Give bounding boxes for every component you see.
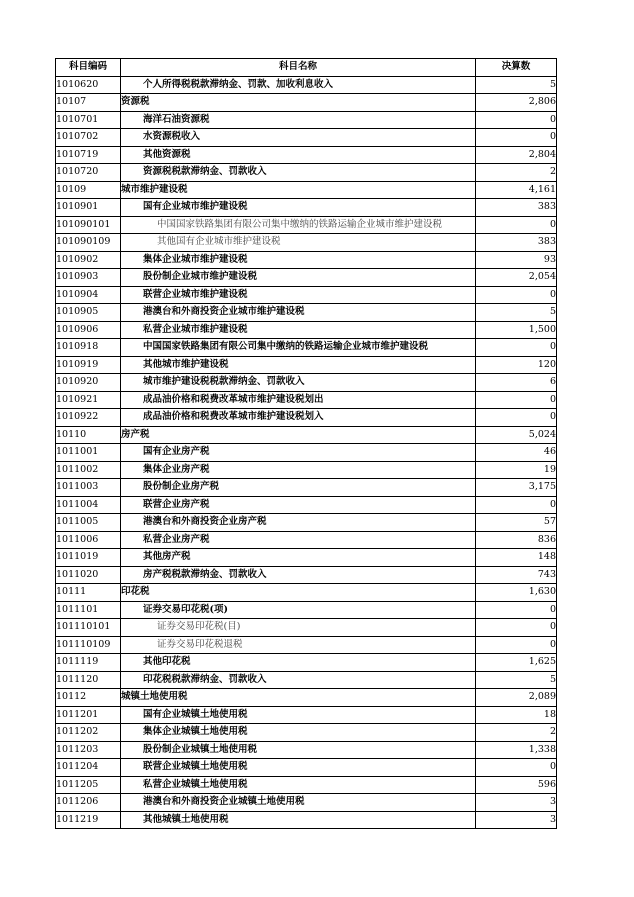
row-amount: 148 [476,549,557,567]
row-name: 证券交易印花税退税 [121,636,476,654]
row-amount: 2,089 [476,689,557,707]
row-name: 成品油价格和税费改革城市维护建设税划出 [121,391,476,409]
row-amount: 3 [476,794,557,812]
row-code: 101110101 [56,619,121,637]
table-row [56,496,557,514]
row-name: 海洋石油资源税 [121,111,476,129]
table-row [56,776,557,794]
row-amount: 93 [476,251,557,269]
row-name: 城市维护建设税 [121,181,476,199]
row-code: 1010906 [56,321,121,339]
row-code: 10109 [56,181,121,199]
table-row [56,129,557,147]
row-name: 国有企业城市维护建设税 [121,199,476,217]
row-amount: 5 [476,76,557,94]
row-code: 10110 [56,426,121,444]
row-name: 证券交易印花税(目) [121,619,476,637]
row-amount: 0 [476,759,557,777]
row-code: 1010920 [56,374,121,392]
row-code: 1010901 [56,199,121,217]
row-code: 1011101 [56,601,121,619]
table-row [56,479,557,497]
table-row [56,94,557,112]
row-amount: 0 [476,129,557,147]
table-row [56,514,557,532]
header-name: 科目名称 [121,59,476,77]
row-amount: 596 [476,776,557,794]
row-name: 其他城市维护建设税 [121,356,476,374]
table-row [56,409,557,427]
row-code: 101090101 [56,216,121,234]
row-name: 集体企业城市维护建设税 [121,251,476,269]
row-name: 私营企业城镇土地使用税 [121,776,476,794]
table-row [56,724,557,742]
row-name: 集体企业城镇土地使用税 [121,724,476,742]
table-row [56,356,557,374]
row-name: 成品油价格和税费改革城市维护建设税划入 [121,409,476,427]
row-amount: 18 [476,706,557,724]
row-code: 1011120 [56,671,121,689]
row-code: 1010902 [56,251,121,269]
header-row [56,59,557,77]
row-amount: 3 [476,811,557,829]
row-code: 1010719 [56,146,121,164]
row-amount: 0 [476,619,557,637]
row-code: 101110109 [56,636,121,654]
row-name: 股份制企业房产税 [121,479,476,497]
table-row [56,199,557,217]
table-row [56,619,557,637]
row-code: 1011006 [56,531,121,549]
row-amount: 743 [476,566,557,584]
row-name: 港澳台和外商投资企业城镇土地使用税 [121,794,476,812]
row-name: 资源税 [121,94,476,112]
row-code: 10107 [56,94,121,112]
row-code: 1010720 [56,164,121,182]
row-code: 1011001 [56,444,121,462]
table-row [56,444,557,462]
row-name: 港澳台和外商投资企业房产税 [121,514,476,532]
row-amount: 5 [476,671,557,689]
table-row [56,584,557,602]
table-row [56,671,557,689]
header-amount: 决算数 [476,59,557,77]
row-amount: 383 [476,234,557,252]
row-amount: 2,806 [476,94,557,112]
row-code: 10112 [56,689,121,707]
table-row [56,461,557,479]
row-code: 1011003 [56,479,121,497]
row-amount: 0 [476,601,557,619]
row-code: 101090109 [56,234,121,252]
table-row [56,636,557,654]
row-amount: 1,338 [476,741,557,759]
row-name: 国有企业城镇土地使用税 [121,706,476,724]
row-code: 1010903 [56,269,121,287]
row-code: 1010904 [56,286,121,304]
row-name: 联营企业房产税 [121,496,476,514]
row-amount: 120 [476,356,557,374]
row-name: 其他房产税 [121,549,476,567]
row-code: 1011005 [56,514,121,532]
row-code: 1010922 [56,409,121,427]
row-name: 资源税税款滞纳金、罚款收入 [121,164,476,182]
row-name: 中国国家铁路集团有限公司集中缴纳的铁路运输企业城市维护建设税 [121,339,476,357]
row-name: 中国国家铁路集团有限公司集中缴纳的铁路运输企业城市维护建设税 [121,216,476,234]
row-amount: 0 [476,496,557,514]
row-code: 1011202 [56,724,121,742]
row-amount: 1,625 [476,654,557,672]
row-amount: 0 [476,339,557,357]
row-name: 印花税 [121,584,476,602]
table-row [56,426,557,444]
row-amount: 3,175 [476,479,557,497]
row-amount: 5 [476,304,557,322]
table-row [56,269,557,287]
row-amount: 2,054 [476,269,557,287]
row-code: 1010905 [56,304,121,322]
row-code: 1011004 [56,496,121,514]
row-name: 其他印花税 [121,654,476,672]
row-name: 房产税税款滞纳金、罚款收入 [121,566,476,584]
row-amount: 836 [476,531,557,549]
row-amount: 1,630 [476,584,557,602]
table-row [56,181,557,199]
table-row [56,251,557,269]
row-name: 股份制企业城镇土地使用税 [121,741,476,759]
budget-table [55,58,557,829]
row-name: 私营企业城市维护建设税 [121,321,476,339]
row-amount: 0 [476,636,557,654]
row-amount: 1,500 [476,321,557,339]
row-code: 1011019 [56,549,121,567]
table-row [56,216,557,234]
table-row [56,374,557,392]
row-amount: 4,161 [476,181,557,199]
row-code: 1010918 [56,339,121,357]
row-code: 1011205 [56,776,121,794]
row-code: 1010921 [56,391,121,409]
row-name: 私营企业房产税 [121,531,476,549]
row-name: 城市维护建设税税款滞纳金、罚款收入 [121,374,476,392]
table-row [56,654,557,672]
table-row [56,566,557,584]
row-code: 1011219 [56,811,121,829]
row-amount: 2,804 [476,146,557,164]
table-row [56,391,557,409]
table-row [56,286,557,304]
row-code: 10111 [56,584,121,602]
row-amount: 0 [476,286,557,304]
table-row [56,111,557,129]
table-row [56,741,557,759]
table-row [56,706,557,724]
table-row [56,811,557,829]
row-name: 个人所得税税款滞纳金、罚款、加收利息收入 [121,76,476,94]
row-code: 1010620 [56,76,121,94]
row-code: 1010919 [56,356,121,374]
table-row [56,304,557,322]
table-row [56,164,557,182]
row-code: 1010701 [56,111,121,129]
row-amount: 2 [476,724,557,742]
row-name: 水资源税收入 [121,129,476,147]
row-amount: 0 [476,409,557,427]
row-name: 印花税税款滞纳金、罚款收入 [121,671,476,689]
row-name: 港澳台和外商投资企业城市维护建设税 [121,304,476,322]
row-code: 1011002 [56,461,121,479]
table-row [56,76,557,94]
row-name: 城镇土地使用税 [121,689,476,707]
table-row [56,321,557,339]
table-row [56,339,557,357]
row-code: 1011020 [56,566,121,584]
row-name: 联营企业城镇土地使用税 [121,759,476,777]
row-amount: 6 [476,374,557,392]
table-row [56,531,557,549]
row-amount: 0 [476,391,557,409]
table-row [56,234,557,252]
row-amount: 46 [476,444,557,462]
row-amount: 0 [476,216,557,234]
row-amount: 5,024 [476,426,557,444]
row-amount: 57 [476,514,557,532]
row-name: 其他国有企业城市维护建设税 [121,234,476,252]
row-name: 联营企业城市维护建设税 [121,286,476,304]
row-code: 1011204 [56,759,121,777]
table-row [56,794,557,812]
row-amount: 0 [476,111,557,129]
table-row [56,689,557,707]
row-amount: 2 [476,164,557,182]
table-row [56,549,557,567]
row-code: 1011119 [56,654,121,672]
row-code: 1011203 [56,741,121,759]
row-amount: 19 [476,461,557,479]
row-code: 1011201 [56,706,121,724]
row-code: 1011206 [56,794,121,812]
row-name: 其他城镇土地使用税 [121,811,476,829]
row-name: 股份制企业城市维护建设税 [121,269,476,287]
row-amount: 383 [476,199,557,217]
row-name: 国有企业房产税 [121,444,476,462]
row-name: 集体企业房产税 [121,461,476,479]
row-code: 1010702 [56,129,121,147]
table-row [56,146,557,164]
table-row [56,601,557,619]
row-name: 其他资源税 [121,146,476,164]
row-name: 房产税 [121,426,476,444]
row-name: 证券交易印花税(项) [121,601,476,619]
header-code: 科目编码 [56,59,121,77]
table-row [56,759,557,777]
